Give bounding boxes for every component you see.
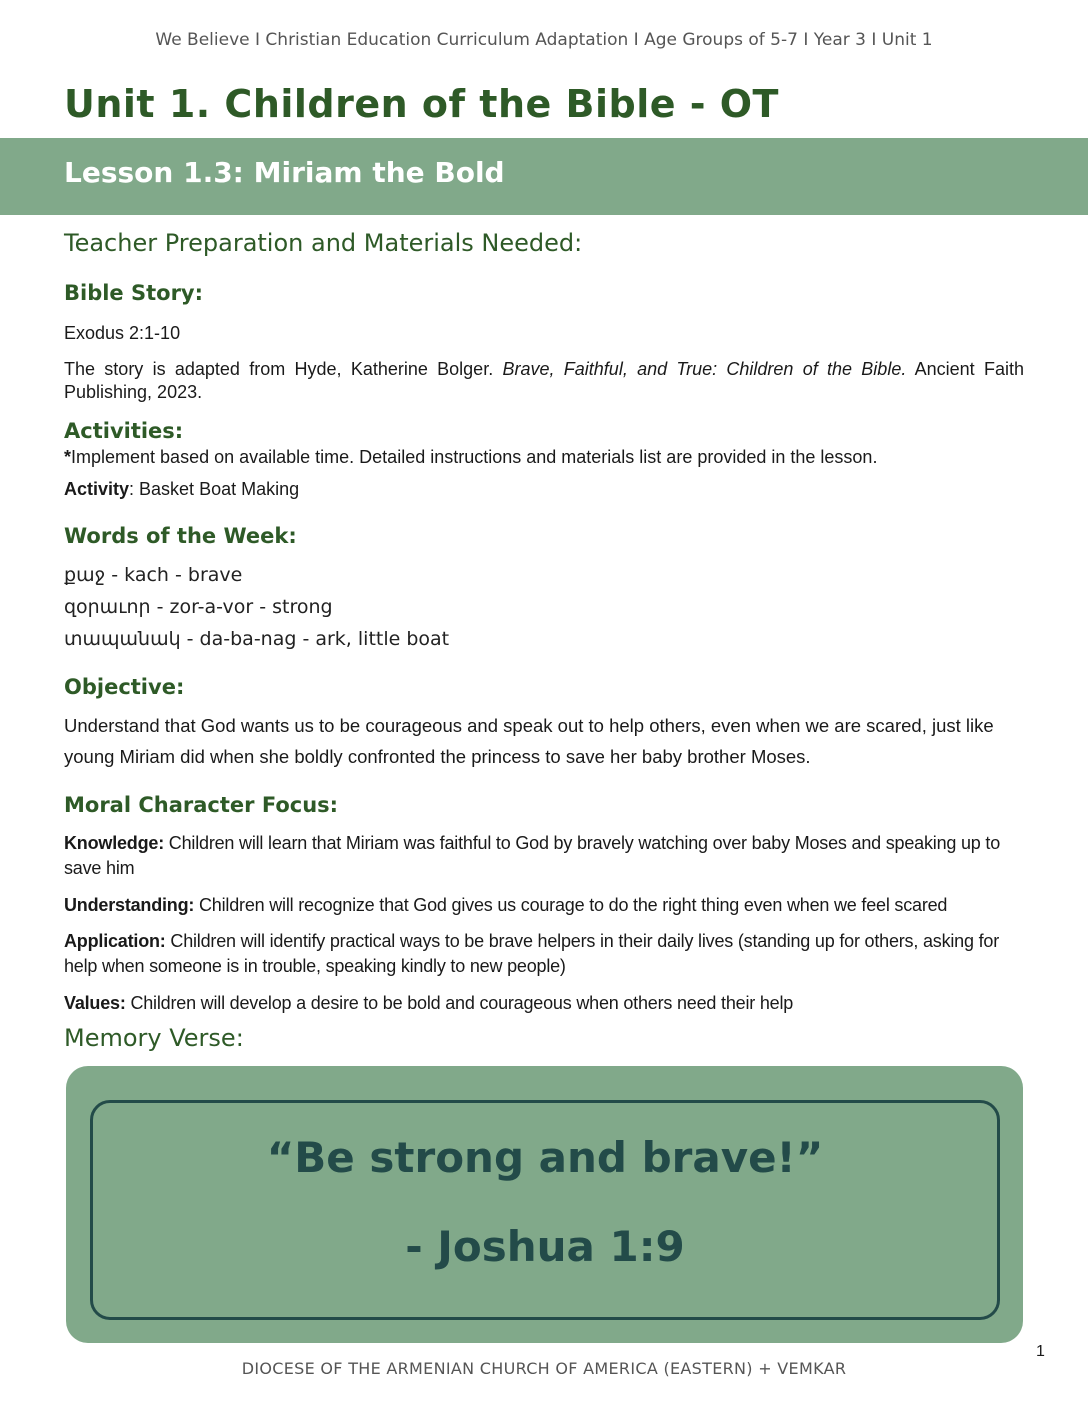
moral-application (64, 929, 1028, 979)
memory-verse-text: “Be strong and brave!” (266, 1133, 824, 1182)
story-source-title: Brave, Faithful, and True: Children of the Bible. (502, 359, 907, 379)
bible-story-heading: Bible Story: (64, 281, 204, 305)
running-header: We Believe I Christian Education Curriculum Adaptation I Age Groups of 5-7 I Year 3 I Unit 1 (155, 30, 933, 50)
moral-understanding-label: Understanding: (64, 895, 195, 915)
moral-values-text: Children will develop a desire to be bold and courageous when others need their help (125, 993, 794, 1013)
word-item-strong: զօրաւոր - zor-a-vor - strong (64, 596, 333, 618)
page-number: 1 (1036, 1343, 1045, 1360)
words-heading: Words of the Week: (64, 524, 297, 548)
moral-values (64, 991, 1028, 1016)
word-item-ark: տապանակ - da-ba-nag - ark, little boat (64, 628, 450, 650)
teacher-prep-heading: Teacher Preparation and Materials Needed: (64, 229, 583, 257)
objective-text: Understand that God wants us to be courageous and speak out to help others, even when we are scared, just like young Miriam did when she boldly confronted the princess to save her baby brother Moses. (64, 715, 994, 767)
memory-verse-reference: - Joshua 1:9 (405, 1222, 685, 1271)
footer-text: DIOCESE OF THE ARMENIAN CHURCH OF AMERICA (EASTERN) + VEMKAR (241, 1359, 847, 1378)
unit-title: Unit 1. Children of the Bible - OT (64, 82, 779, 126)
moral-application-label: Application: (64, 931, 166, 951)
moral-knowledge (64, 831, 1028, 881)
activity-label: Activity (64, 479, 130, 499)
moral-knowledge-text: Children will learn that Miriam was faithful to God by bravely watching over baby Moses and speaking up to save him (64, 833, 1001, 878)
moral-knowledge-label: Knowledge: (64, 833, 164, 853)
story-source (64, 358, 1024, 404)
moral-understanding (64, 893, 1028, 918)
activity-line (64, 478, 1024, 501)
story-source-suffix: Ancient Faith Publishing, 2023. (64, 359, 1024, 402)
moral-understanding-text: Children will recognize that God gives us courage to do the right thing even when we feel scared (194, 895, 948, 915)
bible-reference: Exodus 2:1-10 (64, 323, 181, 343)
lesson-title: Lesson 1.3: Miriam the Bold (64, 156, 505, 189)
story-source-prefix: The story is adapted from Hyde, Katherine Bolger. (64, 359, 503, 379)
moral-application-text: Children will identify practical ways to be brave helpers in their daily lives (standing up for others, asking for help when someone is in trouble, speaking kindly to new people) (64, 931, 1000, 976)
activity-value: : Basket Boat Making (129, 479, 300, 499)
activities-note-star: * (64, 447, 72, 467)
word-item-brave: քաջ - kach - brave (64, 564, 243, 586)
objective-heading: Objective: (64, 675, 185, 699)
moral-values-label: Values: (64, 993, 126, 1013)
activities-heading: Activities: (64, 419, 184, 443)
moral-focus-heading: Moral Character Focus: (64, 793, 339, 817)
activities-note (64, 446, 1024, 469)
memory-verse-heading: Memory Verse: (64, 1024, 244, 1052)
activities-note-text: Implement based on available time. Detailed instructions and materials list are provided in the lesson. (71, 447, 878, 467)
